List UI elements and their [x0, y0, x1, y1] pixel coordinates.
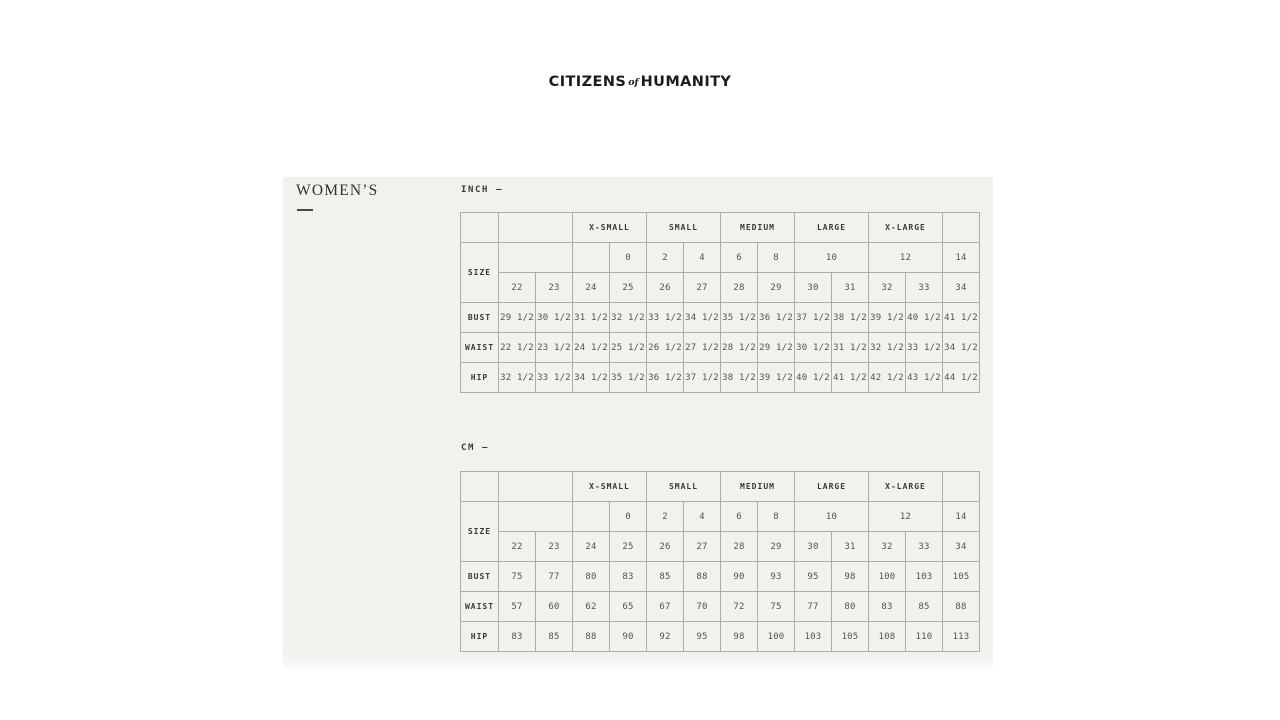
- size-top-value: 8: [758, 243, 795, 273]
- measure-value: 88: [943, 592, 980, 622]
- table-row: [461, 213, 980, 243]
- measure-value: 24 1/2: [573, 333, 610, 363]
- size-bottom-value: 22: [499, 532, 536, 562]
- measure-value: 34 1/2: [943, 333, 980, 363]
- group-header: LARGE: [795, 213, 869, 243]
- size-row-label: SIZE: [461, 502, 499, 562]
- measure-value: 42 1/2: [869, 363, 906, 393]
- size-top-value: 2: [647, 243, 684, 273]
- logo-text-of: of: [628, 77, 639, 88]
- unit-label-inch: INCH –: [461, 185, 504, 195]
- measure-value: 105: [943, 562, 980, 592]
- measure-value: 85: [647, 562, 684, 592]
- size-top-value: 14: [943, 243, 980, 273]
- measure-value: 83: [869, 592, 906, 622]
- size-bottom-value: 26: [647, 532, 684, 562]
- measure-value: 36 1/2: [647, 363, 684, 393]
- size-bottom-value: 29: [758, 532, 795, 562]
- measure-value: 105: [832, 622, 869, 652]
- measure-value: 67: [647, 592, 684, 622]
- table-row: [461, 273, 980, 303]
- group-header-spacer: [499, 472, 573, 502]
- size-bottom-value: 31: [832, 273, 869, 303]
- measure-value: 77: [536, 562, 573, 592]
- size-bottom-value: 25: [610, 532, 647, 562]
- size-chart-panel: [283, 177, 993, 667]
- table-row: [461, 243, 980, 273]
- womens-title: WOMEN’S: [296, 182, 379, 199]
- size-top-value: 4: [684, 502, 721, 532]
- measure-value: 35 1/2: [610, 363, 647, 393]
- brand-logo: [549, 74, 732, 90]
- measure-value: 57: [499, 592, 536, 622]
- logo-text-humanity: HUMANITY: [640, 74, 732, 90]
- size-cell-empty: [573, 243, 610, 273]
- measure-value: 29 1/2: [499, 303, 536, 333]
- measure-value: 70: [684, 592, 721, 622]
- size-bottom-value: 27: [684, 273, 721, 303]
- table-row: [461, 502, 980, 532]
- table-row: [461, 363, 980, 393]
- group-header: SMALL: [647, 472, 721, 502]
- measure-row-label: WAIST: [461, 592, 499, 622]
- group-header-spacer: [943, 472, 980, 502]
- size-top-value: 6: [721, 243, 758, 273]
- measure-value: 35 1/2: [721, 303, 758, 333]
- measure-value: 31 1/2: [832, 333, 869, 363]
- measure-row-label: HIP: [461, 363, 499, 393]
- measure-value: 25 1/2: [610, 333, 647, 363]
- size-cell-empty: [573, 502, 610, 532]
- measure-value: 43 1/2: [906, 363, 943, 393]
- measure-value: 60: [536, 592, 573, 622]
- measure-value: 85: [906, 592, 943, 622]
- size-bottom-value: 30: [795, 532, 832, 562]
- measure-value: 28 1/2: [721, 333, 758, 363]
- measure-value: 29 1/2: [758, 333, 795, 363]
- size-top-value: 8: [758, 502, 795, 532]
- measure-value: 110: [906, 622, 943, 652]
- measure-value: 40 1/2: [906, 303, 943, 333]
- group-header-spacer: [943, 213, 980, 243]
- size-bottom-value: 34: [943, 532, 980, 562]
- corner-cell: [461, 213, 499, 243]
- measure-value: 100: [869, 562, 906, 592]
- size-bottom-value: 30: [795, 273, 832, 303]
- table-row: [461, 622, 980, 652]
- size-bottom-value: 33: [906, 273, 943, 303]
- size-top-value: 2: [647, 502, 684, 532]
- measure-value: 31 1/2: [573, 303, 610, 333]
- size-top-value: 12: [869, 243, 943, 273]
- table-row: [461, 472, 980, 502]
- group-header-spacer: [499, 213, 573, 243]
- group-header: LARGE: [795, 472, 869, 502]
- measure-value: 83: [499, 622, 536, 652]
- measure-value: 93: [758, 562, 795, 592]
- measure-value: 36 1/2: [758, 303, 795, 333]
- measure-value: 75: [758, 592, 795, 622]
- measure-value: 83: [610, 562, 647, 592]
- logo-text-citizens: CITIZENS: [548, 74, 627, 90]
- group-header: X-LARGE: [869, 213, 943, 243]
- measure-value: 95: [684, 622, 721, 652]
- measure-value: 113: [943, 622, 980, 652]
- measure-value: 100: [758, 622, 795, 652]
- measure-value: 98: [721, 622, 758, 652]
- measure-value: 32 1/2: [610, 303, 647, 333]
- measure-value: 33 1/2: [906, 333, 943, 363]
- measure-value: 85: [536, 622, 573, 652]
- measure-value: 23 1/2: [536, 333, 573, 363]
- table-row: [461, 333, 980, 363]
- measure-value: 37 1/2: [795, 303, 832, 333]
- size-top-value: 4: [684, 243, 721, 273]
- measure-value: 37 1/2: [684, 363, 721, 393]
- size-bottom-value: 23: [536, 273, 573, 303]
- group-header: X-LARGE: [869, 472, 943, 502]
- measure-value: 103: [795, 622, 832, 652]
- table-row: [461, 562, 980, 592]
- size-bottom-value: 32: [869, 273, 906, 303]
- size-bottom-value: 31: [832, 532, 869, 562]
- measure-value: 30 1/2: [795, 333, 832, 363]
- size-cell-empty: [499, 502, 573, 532]
- measure-value: 34 1/2: [573, 363, 610, 393]
- measure-value: 62: [573, 592, 610, 622]
- measure-value: 108: [869, 622, 906, 652]
- measure-row-label: WAIST: [461, 333, 499, 363]
- measure-value: 26 1/2: [647, 333, 684, 363]
- table-row: [461, 532, 980, 562]
- measure-value: 41 1/2: [832, 363, 869, 393]
- size-bottom-value: 27: [684, 532, 721, 562]
- measure-value: 90: [610, 622, 647, 652]
- size-bottom-value: 24: [573, 273, 610, 303]
- measure-value: 88: [684, 562, 721, 592]
- size-bottom-value: 23: [536, 532, 573, 562]
- size-bottom-value: 25: [610, 273, 647, 303]
- measure-value: 103: [906, 562, 943, 592]
- measure-value: 38 1/2: [721, 363, 758, 393]
- table-row: [461, 592, 980, 622]
- size-top-value: 10: [795, 243, 869, 273]
- size-top-value: 12: [869, 502, 943, 532]
- size-bottom-value: 33: [906, 532, 943, 562]
- size-table: [460, 212, 980, 393]
- corner-cell: [461, 472, 499, 502]
- measure-value: 88: [573, 622, 610, 652]
- measure-value: 98: [832, 562, 869, 592]
- group-header: SMALL: [647, 213, 721, 243]
- measure-value: 75: [499, 562, 536, 592]
- measure-row-label: BUST: [461, 303, 499, 333]
- measure-value: 34 1/2: [684, 303, 721, 333]
- measure-value: 38 1/2: [832, 303, 869, 333]
- size-bottom-value: 22: [499, 273, 536, 303]
- group-header: MEDIUM: [721, 213, 795, 243]
- size-top-value: 14: [943, 502, 980, 532]
- size-top-value: 10: [795, 502, 869, 532]
- size-cell-empty: [499, 243, 573, 273]
- measure-value: 39 1/2: [869, 303, 906, 333]
- size-table: [460, 471, 980, 652]
- measure-row-label: HIP: [461, 622, 499, 652]
- measure-value: 30 1/2: [536, 303, 573, 333]
- size-bottom-value: 24: [573, 532, 610, 562]
- measure-row-label: BUST: [461, 562, 499, 592]
- measure-value: 41 1/2: [943, 303, 980, 333]
- unit-label-cm: CM –: [461, 443, 490, 453]
- measure-value: 77: [795, 592, 832, 622]
- size-top-value: 0: [610, 243, 647, 273]
- measure-value: 95: [795, 562, 832, 592]
- measure-value: 33 1/2: [647, 303, 684, 333]
- size-table-inch: [460, 212, 980, 393]
- measure-value: 39 1/2: [758, 363, 795, 393]
- measure-value: 92: [647, 622, 684, 652]
- title-dash: [297, 209, 313, 211]
- measure-value: 90: [721, 562, 758, 592]
- group-header: X-SMALL: [573, 472, 647, 502]
- measure-value: 32 1/2: [499, 363, 536, 393]
- measure-value: 40 1/2: [795, 363, 832, 393]
- group-header: X-SMALL: [573, 213, 647, 243]
- measure-value: 80: [832, 592, 869, 622]
- measure-value: 44 1/2: [943, 363, 980, 393]
- size-bottom-value: 32: [869, 532, 906, 562]
- size-bottom-value: 29: [758, 273, 795, 303]
- table-row: [461, 303, 980, 333]
- group-header: MEDIUM: [721, 472, 795, 502]
- size-bottom-value: 26: [647, 273, 684, 303]
- size-bottom-value: 28: [721, 532, 758, 562]
- size-top-value: 0: [610, 502, 647, 532]
- size-top-value: 6: [721, 502, 758, 532]
- size-bottom-value: 28: [721, 273, 758, 303]
- measure-value: 72: [721, 592, 758, 622]
- measure-value: 65: [610, 592, 647, 622]
- size-row-label: SIZE: [461, 243, 499, 303]
- size-bottom-value: 34: [943, 273, 980, 303]
- measure-value: 22 1/2: [499, 333, 536, 363]
- measure-value: 27 1/2: [684, 333, 721, 363]
- measure-value: 33 1/2: [536, 363, 573, 393]
- measure-value: 32 1/2: [869, 333, 906, 363]
- measure-value: 80: [573, 562, 610, 592]
- size-table-cm: [460, 471, 980, 652]
